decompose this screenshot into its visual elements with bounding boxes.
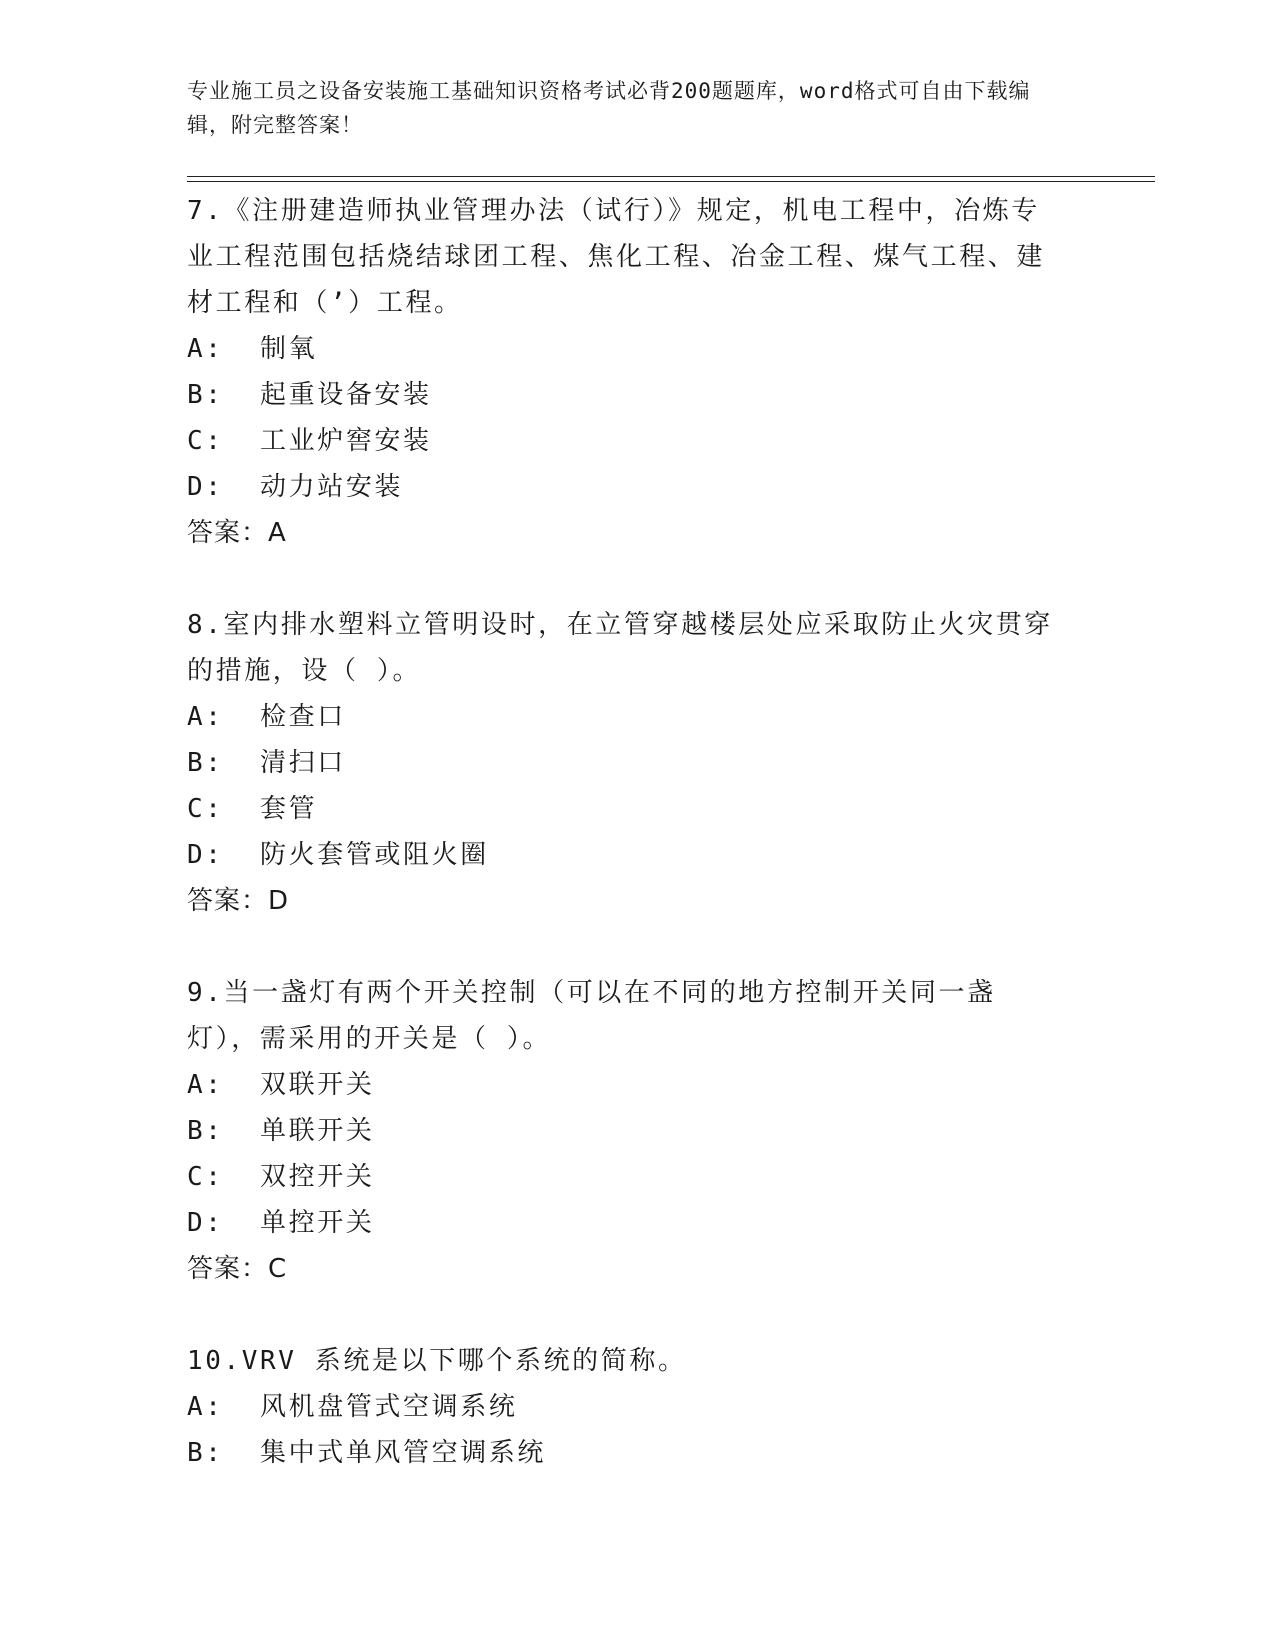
question-10 <box>187 1338 1067 1476</box>
question-8 <box>187 602 1067 924</box>
question-list <box>187 188 1067 1476</box>
option-c: C: 工业炉窖安装 <box>187 426 432 456</box>
header-divider-top <box>187 176 1155 177</box>
document-header: 专业施工员之设备安装施工基础知识资格考试必背200题题库，word格式可自由下载编辑，附完整答案！ <box>187 79 1031 137</box>
option-c: C: 双控开关 <box>187 1162 375 1192</box>
option-a: A: 检查口 <box>187 702 346 732</box>
question-stem: 7.《注册建造师执业管理办法（试行）》规定，机电工程中，冶炼专业工程范围包括烧结球团工程、焦化工程、冶金工程、煤气工程、建材工程和（’）工程。 <box>187 196 1046 318</box>
question-9 <box>187 970 1067 1292</box>
spacer <box>187 1292 1067 1338</box>
question-stem: 8.室内排水塑料立管明设时，在立管穿越楼层处应采取防止火灾贯穿的措施，设（ ）。 <box>187 610 1053 686</box>
option-d: D: 防火套管或阻火圈 <box>187 840 489 870</box>
question-stem: 10.VRV 系统是以下哪个系统的简称。 <box>187 1346 687 1376</box>
header-divider-bottom <box>187 181 1155 182</box>
answer-line: 答案：C <box>187 1254 288 1284</box>
question-7 <box>187 188 1067 556</box>
option-a: A: 制氧 <box>187 334 318 364</box>
option-a: A: 双联开关 <box>187 1070 375 1100</box>
spacer <box>187 556 1067 602</box>
answer-line: 答案：D <box>187 886 290 916</box>
question-stem: 9.当一盏灯有两个开关控制（可以在不同的地方控制开关同一盏灯），需采用的开关是（ ）。 <box>187 978 996 1054</box>
option-c: C: 套管 <box>187 794 318 824</box>
option-d: D: 动力站安装 <box>187 472 404 502</box>
answer-line: 答案：A <box>187 518 287 548</box>
option-a: A: 风机盘管式空调系统 <box>187 1392 518 1422</box>
option-b: B: 集中式单风管空调系统 <box>187 1438 547 1468</box>
option-b: B: 单联开关 <box>187 1116 375 1146</box>
option-b: B: 起重设备安装 <box>187 380 432 410</box>
option-d: D: 单控开关 <box>187 1208 375 1238</box>
spacer <box>187 924 1067 970</box>
option-b: B: 清扫口 <box>187 748 346 778</box>
